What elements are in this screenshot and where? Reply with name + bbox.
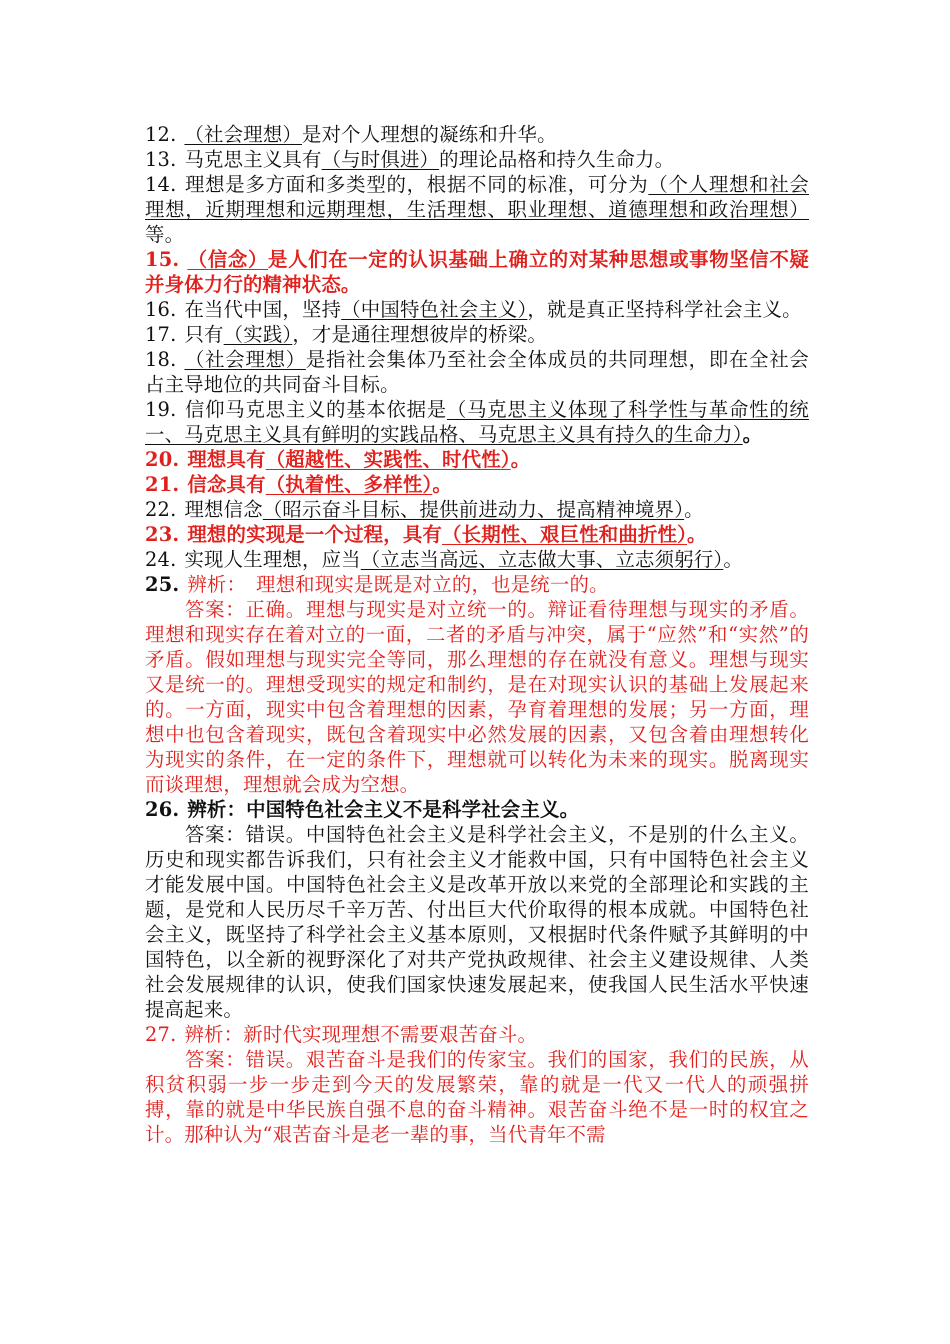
item-number: 23. (145, 523, 180, 546)
item-number: 20. (145, 448, 180, 471)
item-18: 18. （社会理想）是指社会集体乃至社会全体成员的共同理想，即在全社会占主导地位的共同奋斗目标。 (145, 348, 809, 396)
item-19: 19. 信仰马克思主义的基本依据是（马克思主义体现了科学性与革命性的统一、马克思主义具有鲜明的实践品格、马克思主义具有持久的生命力）。 (145, 398, 809, 446)
item-number: 22. (145, 498, 177, 521)
question-26-answer: 答案：错误。中国特色社会主义是科学社会主义，不是别的什么主义。历史和现实都告诉我们，只有社会主义才能救中国，只有中国特色社会主义才能发展中国。中国特色社会主义是改革开放以来党的全部理论和实践的主题，是党和人民历尽千辛万苦、付出巨大代价取得的根本成就。中国特色社会主义，既坚持了科学社会主义基本原则，又根据时代条件赋予其鲜明的中国特色，以全新的视野深化了对共产党执政规律、社会主义建设规律、人类社会发展规律的认识，使我们国家快速发展起来，使我国人民生活水平快速提高起来。 (145, 823, 809, 1021)
answer-blank: （信念） (187, 248, 269, 271)
answer-blank: （与时俱进） (321, 148, 440, 171)
item-16: 16. 在当代中国，坚持（中国特色社会主义），就是真正坚持科学社会主义。 (145, 298, 802, 321)
item-number: 17. (145, 323, 177, 346)
answer-blank: （中国特色社会主义） (341, 298, 528, 321)
answer-blank: （个人理想和社会理想，近期理想和远期理想，生活理想、职业理想、道德理想和政治理想） (145, 173, 809, 221)
item-number: 26. (145, 798, 180, 821)
answer-blank: （立志当高远、立志做大事、立志须躬行） (360, 548, 724, 571)
item-13: 13. 马克思主义具有（与时俱进）的理论品格和持久生命力。 (145, 148, 675, 171)
item-20: 20. 理想具有（超越性、实践性、时代性）。 (145, 448, 531, 471)
item-number: 16. (145, 298, 177, 321)
item-number: 24. (145, 548, 177, 571)
item-number: 19. (145, 398, 177, 421)
answer-blank: （执着性、多样性） (265, 473, 433, 496)
item-number: 15. (145, 248, 180, 271)
item-number: 13. (145, 148, 177, 171)
answer-blank: （马克思主义体现了科学性与革命性的统一、马克思主义具有鲜明的实践品格、马克思主义具有持久的生命力） (145, 398, 809, 446)
answer-blank: （昭示奋斗目标、提供前进动力、提高精神境界） (262, 498, 685, 521)
document-page (145, 122, 809, 1147)
answer-blank: （超越性、实践性、时代性） (265, 448, 511, 471)
item-12: 12. （社会理想）是对个人理想的凝练和升华。 (145, 123, 557, 146)
question-25-title: 25. 辨析： 理想和现实是既是对立的，也是统一的。 (145, 573, 609, 596)
question-26-title: 26. 辨析：中国特色社会主义不是科学社会主义。 (145, 798, 580, 821)
item-17: 17. 只有（实践），才是通往理想彼岸的桥梁。 (145, 323, 547, 346)
answer-blank: （实践） (223, 323, 293, 346)
question-27-answer: 答案：错误。艰苦奋斗是我们的传家宝。我们的国家，我们的民族，从积贫积弱一步一步走到今天的发展繁荣，靠的就是一代又一代人的顽强拼搏，靠的就是中华民族自强不息的奋斗精神。艰苦奋斗绝不是一时的权宜之计。那种认为“艰苦奋斗是老一辈的事，当代青年不需 (145, 1048, 809, 1146)
item-number: 25. (145, 573, 180, 596)
item-22: 22. 理想信念（昭示奋斗目标、提供前进动力、提高精神境界）。 (145, 498, 704, 521)
item-15: 15. （信念）是人们在一定的认识基础上确立的对某种思想或事物坚信不疑并身体力行的精神状态。 (145, 248, 809, 296)
item-21: 21. 信念具有（执着性、多样性）。 (145, 473, 452, 496)
item-number: 14. (145, 173, 177, 196)
question-27-title: 27. 辨析：新时代实现理想不需要艰苦奋斗。 (145, 1023, 538, 1046)
item-23: 23. 理想的实现是一个过程，具有（长期性、艰巨性和曲折性）。 (145, 523, 707, 546)
answer-blank: （社会理想） (184, 123, 302, 146)
item-number: 18. (145, 348, 177, 371)
question-25-answer: 答案：正确。理想与现实是对立统一的。辩证看待理想与现实的矛盾。理想和现实存在着对立的一面，二者的矛盾与冲突，属于“应然”和“实然”的矛盾。假如理想与现实完全等同，那么理想的存在就没有意义。理想与现实又是统一的。理想受现实的规定和制约，是在对现实认识的基础上发展起来的。一方面，现实中包含着理想的因素，孕育着理想的发展；另一方面，理想中也包含着现实，既包含着现实中必然发展的因素，又包含着由理想转化为现实的条件，在一定的条件下，理想就可以转化为未来的现实。脱离现实而谈理想，理想就会成为空想。 (145, 598, 809, 796)
item-number: 12. (145, 123, 177, 146)
answer-blank: （社会理想） (184, 348, 306, 371)
item-14: 14. 理想是多方面和多类型的，根据不同的标准，可分为（个人理想和社会理想，近期理想和远期理想，生活理想、职业理想、道德理想和政治理想）等。 (145, 173, 809, 246)
item-24: 24. 实现人生理想，应当（立志当高远、立志做大事、立志须躬行）。 (145, 548, 743, 571)
item-number: 21. (145, 473, 180, 496)
answer-blank: （长期性、艰巨性和曲折性） (442, 523, 688, 546)
item-number: 27. (145, 1023, 177, 1046)
